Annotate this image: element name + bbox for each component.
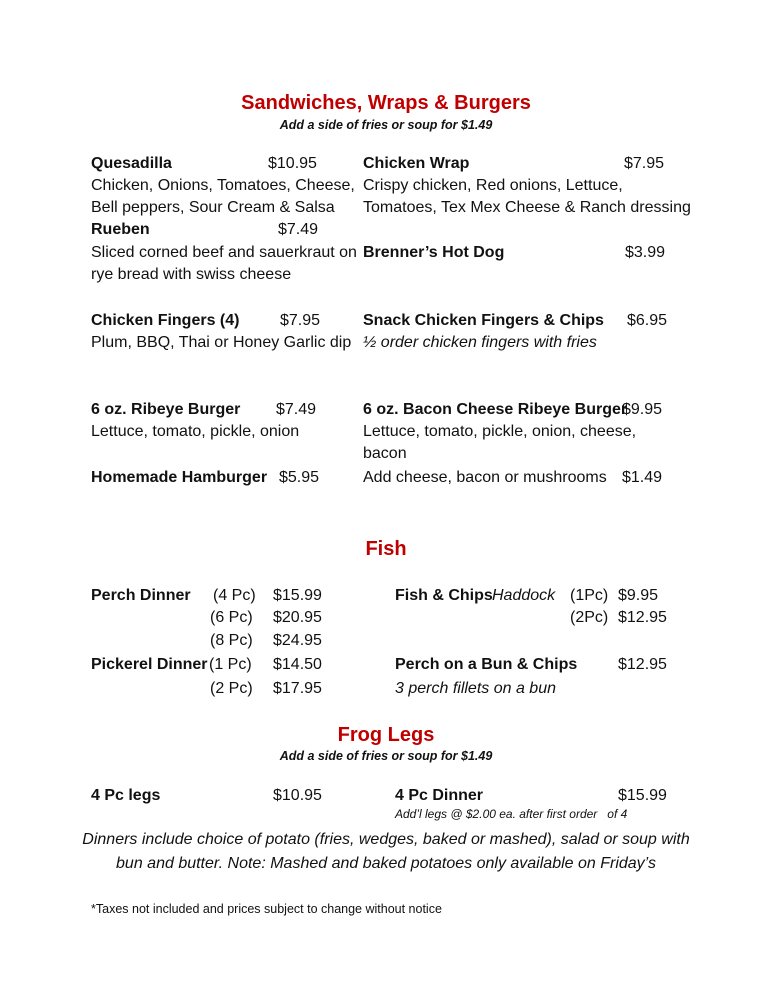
bacon-ribeye-burger-price: $9.95 [622,401,663,418]
perch-size-3: (8 Pc) [210,632,253,649]
ribeye-burger-desc: Lettuce, tomato, pickle, onion [91,423,300,440]
frog-legs-subtitle: Add a side of fries or soup for $1.49 [279,749,493,763]
perch-bun-name: Perch on a Bun & Chips [395,656,578,673]
quesadilla-desc-line1: Chicken, Onions, Tomatoes, Cheese, [91,177,355,194]
chicken-fingers-price: $7.95 [280,312,321,329]
dinner-note: Dinners include choice of potato (fries, wedges, baked or mashed), salad or soup with bun and butter. Note: Mashed and baked potatoes only available on Friday’s [82,831,690,872]
perch-price-3: $24.95 [273,632,322,649]
hamburger-price: $5.95 [279,469,320,486]
rueben-price: $7.49 [278,221,319,238]
frog-dinner-note: Add’l legs @ $2.00 ea. after first order of 4 [395,807,628,821]
quesadilla-desc-line2: Bell peppers, Sour Cream & Salsa [91,199,335,216]
sandwiches-heading: Sandwiches, Wraps & Burgers [241,92,531,114]
pickerel-size-1: (1 Pc) [209,656,252,673]
perch-price-2: $20.95 [273,609,322,626]
chicken-fingers-desc: Plum, BBQ, Thai or Honey Garlic dip [91,334,352,351]
rueben-name: Rueben [91,221,150,238]
add-ons-price: $1.49 [622,469,663,486]
fish-chips-price-2: $12.95 [618,609,667,626]
pickerel-price-1: $14.50 [273,656,322,673]
rueben-desc-line2: rye bread with swiss cheese [91,266,292,283]
hot-dog-name: Brenner’s Hot Dog [363,244,505,261]
bacon-ribeye-burger-desc-line2: bacon [363,445,407,462]
perch-bun-desc: 3 perch fillets on a bun [395,680,556,697]
chicken-wrap-desc-line2: Tomatoes, Tex Mex Cheese & Ranch dressing [363,199,691,216]
fish-chips-variety: Haddock [492,587,556,604]
frog-dinner-name: 4 Pc Dinner [395,787,484,804]
bacon-ribeye-burger-desc-line1: Lettuce, tomato, pickle, onion, cheese, [363,423,637,440]
snack-fingers-price: $6.95 [627,312,668,329]
perch-dinner-name: Perch Dinner [91,587,191,604]
chicken-wrap-name: Chicken Wrap [363,155,470,172]
quesadilla-price: $10.95 [268,155,317,172]
snack-fingers-desc: ½ order chicken fingers with fries [363,334,597,351]
frog-legs-heading: Frog Legs [337,724,435,746]
pickerel-price-2: $17.95 [273,680,322,697]
chicken-wrap-price: $7.95 [624,155,665,172]
ribeye-burger-name: 6 oz. Ribeye Burger [91,401,241,418]
fish-chips-price-1: $9.95 [618,587,659,604]
perch-price-1: $15.99 [273,587,322,604]
chicken-wrap-desc-line1: Crispy chicken, Red onions, Lettuce, [363,177,623,194]
snack-fingers-name: Snack Chicken Fingers & Chips [363,312,604,329]
frog-legs-name: 4 Pc legs [91,787,161,804]
hot-dog-price: $3.99 [625,244,666,261]
fish-chips-name: Fish & Chips [395,587,493,604]
hamburger-name: Homemade Hamburger [91,469,268,486]
fish-chips-size-1: (1Pc) [570,587,609,604]
perch-size-1: (4 Pc) [213,587,256,604]
pickerel-dinner-name: Pickerel Dinner [91,656,208,673]
fish-heading: Fish [365,538,407,560]
footer-disclaimer: *Taxes not included and prices subject to change without notice [91,902,442,916]
ribeye-burger-price: $7.49 [276,401,317,418]
rueben-desc-line1: Sliced corned beef and sauerkraut on [91,244,357,261]
frog-legs-price: $10.95 [273,787,322,804]
bacon-ribeye-burger-name: 6 oz. Bacon Cheese Ribeye Burger [363,401,628,418]
quesadilla-name: Quesadilla [91,155,172,172]
perch-size-2: (6 Pc) [210,609,253,626]
fish-chips-size-2: (2Pc) [570,609,609,626]
add-ons-text: Add cheese, bacon or mushrooms [363,469,607,486]
chicken-fingers-name: Chicken Fingers (4) [91,312,240,329]
frog-dinner-price: $15.99 [618,787,667,804]
sandwiches-subtitle: Add a side of fries or soup for $1.49 [279,118,493,132]
perch-bun-price: $12.95 [618,656,667,673]
pickerel-size-2: (2 Pc) [210,680,253,697]
